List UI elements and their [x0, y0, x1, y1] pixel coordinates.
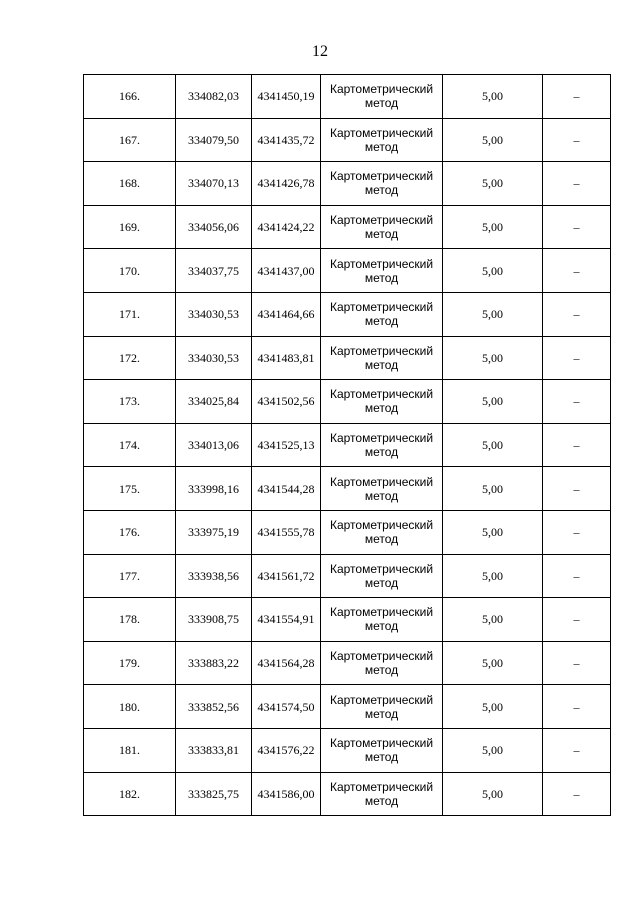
- accuracy-cell: 5,00: [443, 380, 543, 424]
- x-coordinate-cell: 333825,75: [176, 772, 252, 816]
- table-row: [84, 598, 611, 642]
- y-coordinate-cell: 4341424,22: [252, 205, 321, 249]
- note-cell: –: [543, 118, 611, 162]
- note-cell: –: [543, 380, 611, 424]
- note-cell: –: [543, 292, 611, 336]
- method-cell: Картометрический метод: [321, 205, 443, 249]
- accuracy-cell: 5,00: [443, 728, 543, 772]
- accuracy-cell: 5,00: [443, 685, 543, 729]
- y-coordinate-cell: 4341502,56: [252, 380, 321, 424]
- accuracy-cell: 5,00: [443, 292, 543, 336]
- method-cell: Картометрический метод: [321, 380, 443, 424]
- y-coordinate-cell: 4341437,00: [252, 249, 321, 293]
- x-coordinate-cell: 333833,81: [176, 728, 252, 772]
- method-cell: Картометрический метод: [321, 423, 443, 467]
- table-row: [84, 380, 611, 424]
- method-cell: Картометрический метод: [321, 336, 443, 380]
- point-number-cell: 169.: [84, 205, 176, 249]
- method-cell: Картометрический метод: [321, 292, 443, 336]
- note-cell: –: [543, 510, 611, 554]
- table-row: [84, 118, 611, 162]
- table-row: [84, 510, 611, 554]
- y-coordinate-cell: 4341525,13: [252, 423, 321, 467]
- note-cell: –: [543, 205, 611, 249]
- accuracy-cell: 5,00: [443, 162, 543, 206]
- table-row: [84, 336, 611, 380]
- accuracy-cell: 5,00: [443, 249, 543, 293]
- method-cell: Картометрический метод: [321, 554, 443, 598]
- table-row: [84, 685, 611, 729]
- point-number-cell: 175.: [84, 467, 176, 511]
- page-number: 12: [312, 43, 328, 60]
- table-row: [84, 641, 611, 685]
- accuracy-cell: 5,00: [443, 118, 543, 162]
- table-row: [84, 467, 611, 511]
- point-number-cell: 177.: [84, 554, 176, 598]
- note-cell: –: [543, 554, 611, 598]
- note-cell: –: [543, 772, 611, 816]
- y-coordinate-cell: 4341426,78: [252, 162, 321, 206]
- y-coordinate-cell: 4341561,72: [252, 554, 321, 598]
- point-number-cell: 178.: [84, 598, 176, 642]
- method-cell: Картометрический метод: [321, 772, 443, 816]
- x-coordinate-cell: 334030,53: [176, 336, 252, 380]
- accuracy-cell: 5,00: [443, 510, 543, 554]
- point-number-cell: 166.: [84, 75, 176, 119]
- x-coordinate-cell: 334037,75: [176, 249, 252, 293]
- point-number-cell: 170.: [84, 249, 176, 293]
- note-cell: –: [543, 685, 611, 729]
- point-number-cell: 179.: [84, 641, 176, 685]
- table-row: [84, 292, 611, 336]
- point-number-cell: 172.: [84, 336, 176, 380]
- x-coordinate-cell: 334030,53: [176, 292, 252, 336]
- y-coordinate-cell: 4341576,22: [252, 728, 321, 772]
- accuracy-cell: 5,00: [443, 554, 543, 598]
- point-number-cell: 168.: [84, 162, 176, 206]
- note-cell: –: [543, 249, 611, 293]
- point-number-cell: 171.: [84, 292, 176, 336]
- y-coordinate-cell: 4341464,66: [252, 292, 321, 336]
- accuracy-cell: 5,00: [443, 205, 543, 249]
- method-cell: Картометрический метод: [321, 728, 443, 772]
- table-row: [84, 772, 611, 816]
- x-coordinate-cell: 334082,03: [176, 75, 252, 119]
- y-coordinate-cell: 4341450,19: [252, 75, 321, 119]
- y-coordinate-cell: 4341555,78: [252, 510, 321, 554]
- point-number-cell: 173.: [84, 380, 176, 424]
- x-coordinate-cell: 334056,06: [176, 205, 252, 249]
- note-cell: –: [543, 423, 611, 467]
- table-row: [84, 249, 611, 293]
- coordinates-table-body: [84, 75, 611, 816]
- note-cell: –: [543, 467, 611, 511]
- note-cell: –: [543, 75, 611, 119]
- x-coordinate-cell: 333908,75: [176, 598, 252, 642]
- accuracy-cell: 5,00: [443, 467, 543, 511]
- accuracy-cell: 5,00: [443, 641, 543, 685]
- note-cell: –: [543, 641, 611, 685]
- x-coordinate-cell: 334025,84: [176, 380, 252, 424]
- accuracy-cell: 5,00: [443, 598, 543, 642]
- x-coordinate-cell: 333883,22: [176, 641, 252, 685]
- method-cell: Картометрический метод: [321, 118, 443, 162]
- note-cell: –: [543, 728, 611, 772]
- note-cell: –: [543, 336, 611, 380]
- method-cell: Картометрический метод: [321, 510, 443, 554]
- method-cell: Картометрический метод: [321, 641, 443, 685]
- table-row: [84, 162, 611, 206]
- y-coordinate-cell: 4341564,28: [252, 641, 321, 685]
- x-coordinate-cell: 334070,13: [176, 162, 252, 206]
- table-row: [84, 728, 611, 772]
- note-cell: –: [543, 162, 611, 206]
- method-cell: Картометрический метод: [321, 249, 443, 293]
- y-coordinate-cell: 4341586,00: [252, 772, 321, 816]
- point-number-cell: 180.: [84, 685, 176, 729]
- x-coordinate-cell: 334079,50: [176, 118, 252, 162]
- y-coordinate-cell: 4341483,81: [252, 336, 321, 380]
- accuracy-cell: 5,00: [443, 75, 543, 119]
- point-number-cell: 181.: [84, 728, 176, 772]
- accuracy-cell: 5,00: [443, 336, 543, 380]
- accuracy-cell: 5,00: [443, 772, 543, 816]
- y-coordinate-cell: 4341544,28: [252, 467, 321, 511]
- point-number-cell: 167.: [84, 118, 176, 162]
- method-cell: Картометрический метод: [321, 162, 443, 206]
- table-row: [84, 554, 611, 598]
- note-cell: –: [543, 598, 611, 642]
- table-row: [84, 423, 611, 467]
- coordinates-table: [83, 74, 611, 816]
- x-coordinate-cell: 334013,06: [176, 423, 252, 467]
- x-coordinate-cell: 333998,16: [176, 467, 252, 511]
- y-coordinate-cell: 4341554,91: [252, 598, 321, 642]
- accuracy-cell: 5,00: [443, 423, 543, 467]
- table-row: [84, 75, 611, 119]
- point-number-cell: 182.: [84, 772, 176, 816]
- x-coordinate-cell: 333852,56: [176, 685, 252, 729]
- x-coordinate-cell: 333975,19: [176, 510, 252, 554]
- y-coordinate-cell: 4341574,50: [252, 685, 321, 729]
- y-coordinate-cell: 4341435,72: [252, 118, 321, 162]
- point-number-cell: 176.: [84, 510, 176, 554]
- method-cell: Картометрический метод: [321, 598, 443, 642]
- table-row: [84, 205, 611, 249]
- method-cell: Картометрический метод: [321, 685, 443, 729]
- x-coordinate-cell: 333938,56: [176, 554, 252, 598]
- method-cell: Картометрический метод: [321, 75, 443, 119]
- point-number-cell: 174.: [84, 423, 176, 467]
- method-cell: Картометрический метод: [321, 467, 443, 511]
